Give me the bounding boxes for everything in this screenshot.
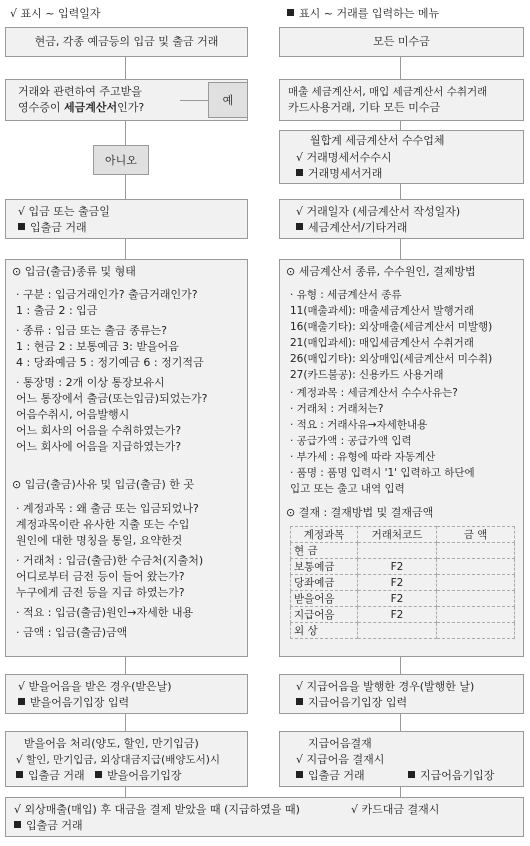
desc-line-1: 매출 세금계산서, 매입 세금계산서 수취거래 xyxy=(288,86,488,98)
table-cell xyxy=(437,607,515,623)
kind-line: 어느 회사의 어음을 수취하였는가? xyxy=(16,424,182,437)
table-cell xyxy=(437,575,515,591)
reason-line: 누구에게 금전 등을 지급 하였는가? xyxy=(16,586,185,599)
left-top-label: 현금, 각종 예금등의 입금 및 출금 거래 xyxy=(34,35,219,48)
left-detail-box xyxy=(5,259,248,657)
reason-line: · 금액 : 입금(출금)금액 xyxy=(16,626,128,639)
summary-line-2: √ 거래명세서수수시 xyxy=(296,151,392,164)
table-row xyxy=(291,559,515,575)
left-header: √ 표시 ~ 입력일자 xyxy=(10,7,101,20)
settlement-line-3: 입출금 거래 xyxy=(296,769,365,783)
square-bullet-icon xyxy=(408,771,415,778)
tax-line: 26(매입기타): 외상매입(세금계산서 미수취) xyxy=(290,353,493,365)
right-desc-box xyxy=(279,79,524,121)
left-top-box xyxy=(5,27,248,57)
right-header: 표시 ~ 거래를 입력하는 메뉴 xyxy=(287,7,439,21)
table-cell: 지급어음 xyxy=(291,607,358,623)
kind-line: 어음수취시, 어음발행시 xyxy=(16,408,130,421)
settlement-table xyxy=(290,526,515,639)
table-header-cell: 계정과목 xyxy=(291,527,358,543)
yes-label: 예 xyxy=(222,94,234,107)
table-row xyxy=(291,623,515,639)
square-bullet-icon xyxy=(296,698,303,705)
tax-line: 21(매입과세): 매입세금계산서 수취거래 xyxy=(290,337,474,349)
table-cell xyxy=(437,559,515,575)
kind-line: 어느 통장에서 출금(또는입금)되었는가? xyxy=(16,392,208,405)
square-bullet-icon xyxy=(16,771,23,778)
tax-line: · 유형 : 세금계산서 종류 xyxy=(290,289,402,301)
connector xyxy=(400,787,401,797)
table-cell: 현 금 xyxy=(291,543,358,559)
tax-line: 27(카드불공): 신용카드 사용거래 xyxy=(290,369,444,381)
kind-line: 4 : 당좌예금 5 : 정기예금 6 : 정기적금 xyxy=(16,356,204,369)
issued-line-2: 지급어음기입장 입력 xyxy=(296,696,407,710)
process-box xyxy=(5,731,248,787)
square-bullet-icon xyxy=(296,169,303,176)
connector xyxy=(400,714,401,731)
table-header-row xyxy=(291,527,515,543)
tax-line: 입고 또는 출고 내역 입력 xyxy=(290,483,405,495)
table-header-cell: 금 액 xyxy=(437,527,515,543)
connector xyxy=(400,57,401,79)
tax-line: · 계정과목 : 세금계산서 수수사유는? xyxy=(290,387,458,399)
table-cell xyxy=(437,543,515,559)
table-cell: F2 xyxy=(358,607,437,623)
square-bullet-icon xyxy=(296,771,303,778)
table-row xyxy=(291,575,515,591)
connector xyxy=(125,175,126,199)
tax-title: ⊙ 세금계산서 종류, 수수원인, 결제방법 xyxy=(286,265,476,278)
tax-line: · 적요 : 거래사유→자세한내용 xyxy=(290,419,428,431)
kind-title: ⊙ 입금(출금)종류 및 형태 xyxy=(12,265,136,278)
left-date-line-2: 입출금 거래 xyxy=(18,221,87,235)
table-row xyxy=(291,591,515,607)
square-bullet-icon xyxy=(95,771,102,778)
table-cell: 보통예금 xyxy=(291,559,358,575)
settle-title: ⊙ 결재 : 결재방법 및 결재금액 xyxy=(286,506,434,519)
kind-line: 1 : 현금 2 : 보통예금 3: 받을어음 xyxy=(16,340,179,353)
reason-line: · 적요 : 입금(출금)원인→자세한 내용 xyxy=(16,606,194,619)
table-cell: 외 상 xyxy=(291,623,358,639)
right-top-label: 모든 미수금 xyxy=(373,35,430,48)
kind-line: · 종류 : 입금 또는 출금 종류는? xyxy=(16,324,167,337)
received-line-2: 받을어음기입장 입력 xyxy=(18,696,129,710)
reason-title: ⊙ 입금(출금)사유 및 입금(출금) 한 곳 xyxy=(12,478,195,491)
tax-line: 11(매출과세): 매출세금계산서 발행거래 xyxy=(290,305,474,317)
no-label: 아니오 xyxy=(105,154,137,167)
yes-box xyxy=(208,82,248,118)
left-date-box xyxy=(5,199,248,239)
no-box xyxy=(93,145,149,175)
table-cell xyxy=(358,623,437,639)
reason-line: 어디로부터 금전 등이 들어 왔는가? xyxy=(16,570,185,583)
kind-line: · 구분 : 입금거래인가? 출금거래인가? xyxy=(16,288,198,301)
settlement-line-1: 지급어음결재 xyxy=(308,737,372,750)
table-cell: 받을어음 xyxy=(291,591,358,607)
bottom-line-right: √ 카드대금 결재시 xyxy=(351,803,440,816)
process-line-2: √ 할인, 만기입금, 외상대금지급(배양도서)시 xyxy=(16,754,221,766)
process-line-1: 받을어음 처리(양도, 할인, 만기입금) xyxy=(24,737,199,750)
connector xyxy=(125,787,126,797)
square-bullet-icon xyxy=(18,223,25,230)
summary-line-1: 월합계 세금계산서 수수업체 xyxy=(310,134,445,147)
bottom-line-2: 입출금 거래 xyxy=(14,819,83,833)
tax-line: · 품명 : 품명 입력시 '1' 입력하고 하단에 xyxy=(290,467,475,479)
received-box xyxy=(5,674,248,714)
right-detail-box xyxy=(279,259,524,657)
connector xyxy=(125,121,126,145)
square-bullet-icon xyxy=(296,223,303,230)
tax-line: · 공급가액 : 공급가액 입력 xyxy=(290,435,412,447)
connector xyxy=(400,239,401,259)
right-date-line-2: 세금계산서/기타거래 xyxy=(296,221,407,235)
square-bullet-icon xyxy=(14,821,21,828)
monthly-summary-box xyxy=(279,130,524,184)
question-line-1: 거래와 관련하여 주고받을 xyxy=(18,85,142,98)
summary-line-3: 거래명세서거래 xyxy=(296,167,382,181)
connector xyxy=(400,121,401,130)
question-line-2: 영수증이 세금계산서인가? xyxy=(18,101,145,114)
connector xyxy=(125,714,126,731)
table-cell: F2 xyxy=(358,575,437,591)
table-header-cell: 거래처코드 xyxy=(358,527,437,543)
table-cell: F2 xyxy=(358,559,437,575)
connector xyxy=(125,239,126,259)
table-cell: 당좌예금 xyxy=(291,575,358,591)
connector xyxy=(125,57,126,79)
connector xyxy=(400,184,401,199)
table-row xyxy=(291,607,515,623)
reason-line: 원인에 대한 명칭을 통일, 요약한것 xyxy=(16,534,183,547)
bottom-box xyxy=(5,797,524,837)
right-top-box xyxy=(279,27,524,57)
table-cell xyxy=(437,623,515,639)
kind-line: 어느 회사에 어음을 지급하였는가? xyxy=(16,440,182,453)
right-date-line-1: √ 거래일자 (세금계산서 작성일자) xyxy=(296,205,461,218)
settlement-line-2: √ 지급어음 결재시 xyxy=(296,753,385,766)
connector xyxy=(125,657,126,674)
kind-line: · 통장명 : 2개 이상 통장보유시 xyxy=(16,376,165,389)
settlement-box xyxy=(279,731,524,787)
received-line-1: √ 받을어음을 받은 경우(받은날) xyxy=(18,680,172,693)
table-cell xyxy=(437,591,515,607)
tax-line: · 부가세 : 유형에 따라 자동계산 xyxy=(290,451,436,463)
table-row xyxy=(291,543,515,559)
issued-box xyxy=(279,674,524,714)
square-bullet-icon xyxy=(287,9,294,16)
table-cell xyxy=(358,543,437,559)
connector xyxy=(400,657,401,674)
tax-line: 16(매출기타): 외상매출(세금계산서 미발행) xyxy=(290,321,493,333)
square-bullet-icon xyxy=(18,698,25,705)
left-date-line-1: √ 입금 또는 출금일 xyxy=(18,205,110,218)
reason-line: · 거래처 : 입금(출금)한 수금처(지출처) xyxy=(16,554,204,567)
connector xyxy=(180,100,208,101)
issued-line-1: √ 지급어음을 발행한 경우(발행한 날) xyxy=(296,680,475,693)
right-date-box xyxy=(279,199,524,239)
reason-line: 계정과목이란 유사한 지출 또는 수입 xyxy=(16,518,190,531)
tax-line: · 거래처 : 거래처는? xyxy=(290,403,384,415)
kind-line: 1 : 출금 2 : 입금 xyxy=(16,304,98,317)
bottom-line-left: √ 외상매출(매입) 후 대금을 결제 받았을 때 (지급하였을 때) xyxy=(14,803,300,816)
process-line-3: 입출금 거래 받을어음기입장 xyxy=(16,769,182,783)
desc-line-2: 카드사용거래, 기타 모든 미수금 xyxy=(288,101,441,114)
settlement-line-4: 지급어음기입장 xyxy=(408,769,494,783)
table-cell: F2 xyxy=(358,591,437,607)
reason-line: · 계정과목 : 왜 출금 또는 입금되었나? xyxy=(16,502,199,515)
